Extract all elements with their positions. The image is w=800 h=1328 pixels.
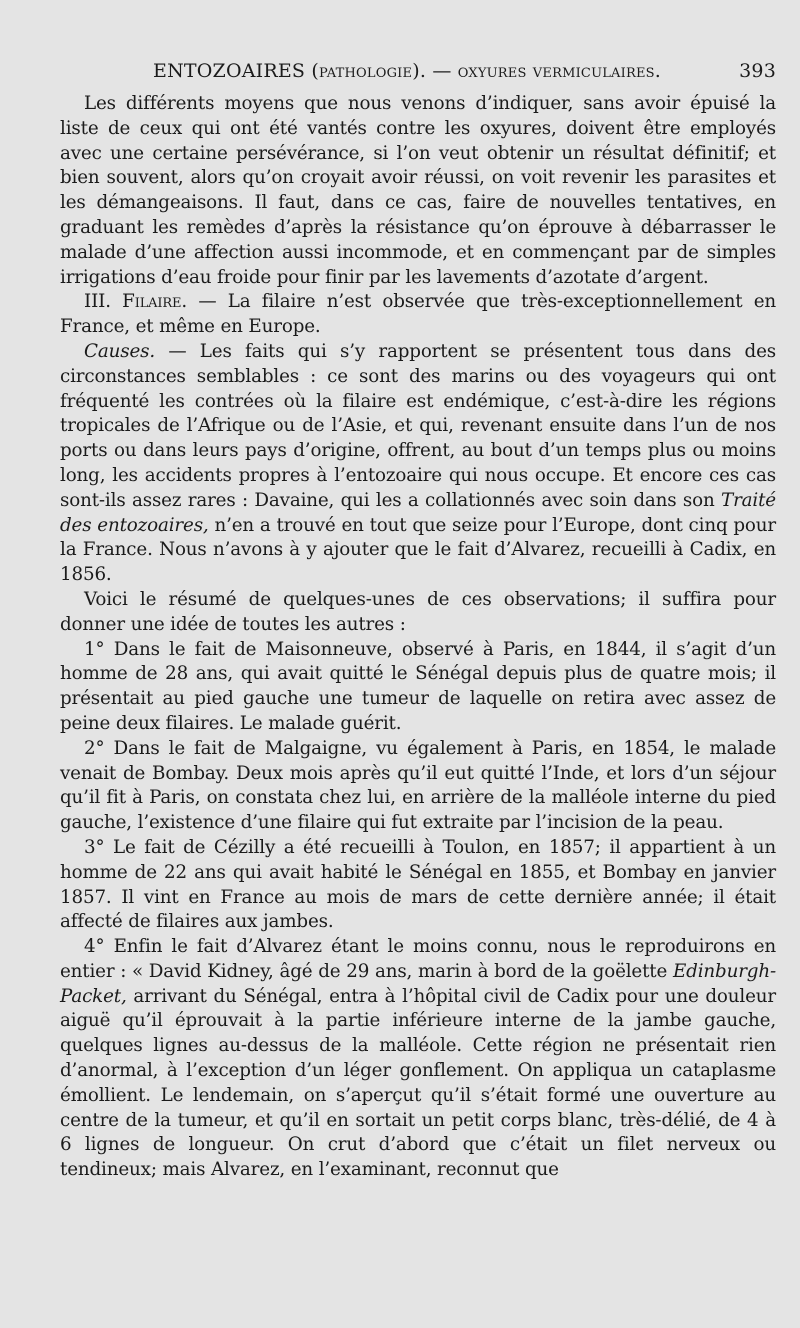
paragraph-oxyures-treatment: Les différents moyens que nous venons d’indiquer, sans avoir épuisé la liste de ceux qui ont été vantés contre les oxyures, doivent être employés avec une certaine persévérance, si l’on veut obtenir un résultat définitif; et bien souvent, alors qu’on croyait avoir réussi, on voit revenir les parasites et les démangeaisons. Il faut, dans ce cas, faire de nouvelles tentatives, en graduant les remèdes d’après la résistance qu’on éprouve à débarrasser le malade d’une affection aussi incommode, et en commençant par de simples irrigations d’eau froide pour finir par les lavements d’azotate d’argent.: [60, 93, 776, 288]
paragraph-observations-intro: Voici le résumé de quelques-unes de ces observations; il suffira pour donner une idée de toutes les autres :: [60, 588, 776, 635]
paragraph-causes: [60, 340, 776, 588]
paragraph-case-cezilly: 3° Le fait de Cézilly a été recueilli à Toulon, en 1857; il appartient à un homme de 22 ans qui avait habité le Sénégal en 1855, et Bombay en janvier 1857. Il vint en France au mois de mars de cette dernière année; il était affecté de filaires aux jambes.: [60, 836, 776, 933]
paragraph-case-malgaigne: 2° Dans le fait de Malgaigne, vu également à Paris, en 1854, le malade venait de Bombay. Deux mois après qu’il eut quitté l’Inde, et lors d’un séjour qu’il fit à Paris, on constata chez lui, en arrière de la malléole interne du pied gauche, l’existence d’une filaire qui fut extraite par l’incision de la peau.: [60, 737, 776, 834]
causes-text-b: n’en a trouvé en tout que seize pour l’Europe, dont cinq pour la France. Nous n’avons à y ajouter que le fait d’Alvarez, recueilli à Cadix, en 1856.: [60, 514, 776, 586]
causes-label: Causes.: [84, 340, 156, 362]
running-title: [153, 60, 661, 82]
causes-book-title: Traité des entozoaires,: [60, 489, 776, 536]
header-main-title: ENTOZOAIRES: [153, 60, 306, 82]
section-title-filaire: Filaire.: [122, 291, 188, 313]
section-number: III.: [84, 291, 111, 313]
body-text: [60, 92, 776, 1183]
paragraph-case-alvarez: [60, 935, 776, 1183]
ship-name: Edinburgh-Packet,: [60, 960, 776, 1007]
running-header: [60, 52, 776, 92]
alvarez-text-a: 4° Enfin le fait d’Alvarez étant le moins connu, nous le reproduirons en entier : « David Kidney, âgé de 29 ans, marin à bord de la goëlette: [60, 936, 776, 982]
section-intro-text: — La filaire n’est observée que très-exceptionnellement en France, et même en Europe.: [60, 291, 776, 338]
header-subtitle: (pathologie).: [311, 60, 427, 82]
page-number: 393: [739, 60, 776, 82]
paragraph-case-maisonneuve: 1° Dans le fait de Maisonneuve, observé à Paris, en 1844, il s’agit d’un homme de 28 ans, qui avait quitté le Sénégal depuis plus de quatre mois; il présentait au pied gauche une tumeur de laquelle on retira avec assez de peine deux filaires. Le malade guérit.: [60, 638, 776, 734]
causes-text-a: — Les faits qui s’y rapportent se présentent tous dans des circonstances semblables : ce sont des marins ou des voyageurs qui ont fréquenté les contrées où la filaire est endémique, c’est-à-dire les régions tropicales de l’Afrique ou de l’Asie, et qui, revenant ensuite dans l’un de nos ports ou dans leurs pays d’origine, offrent, au bout d’un temps plus ou moins long, les accidents propres à l’entozoaire qui nous occupe. Et encore ces cas sont-ils assez rares : Davaine, qui les a collationnés avec soin dans son: [60, 340, 776, 511]
header-dash: —: [432, 60, 452, 82]
paragraph-filaire-heading: [60, 290, 776, 340]
header-section-title: oxyures vermiculaires.: [457, 60, 662, 82]
alvarez-text-b: arrivant du Sénégal, entra à l’hôpital civil de Cadix pour une douleur aiguë qu’il éprouvait à la partie inférieure interne de la jambe gauche, quelques lignes au-dessus de la malléole. Cette région ne présentait rien d’anormal, à l’exception d’un léger gonflement. On appliqua un cataplasme émollient. Le lendemain, on s’aperçut qu’il s’était formé une ouverture au centre de la tumeur, et qu’il en sortait un petit corps blanc, très-délié, de 4 à 6 lignes de longueur. On crut d’abord que c’était un filet nerveux ou tendineux; mais Alvarez, en l’examinant, reconnut que: [60, 985, 776, 1181]
